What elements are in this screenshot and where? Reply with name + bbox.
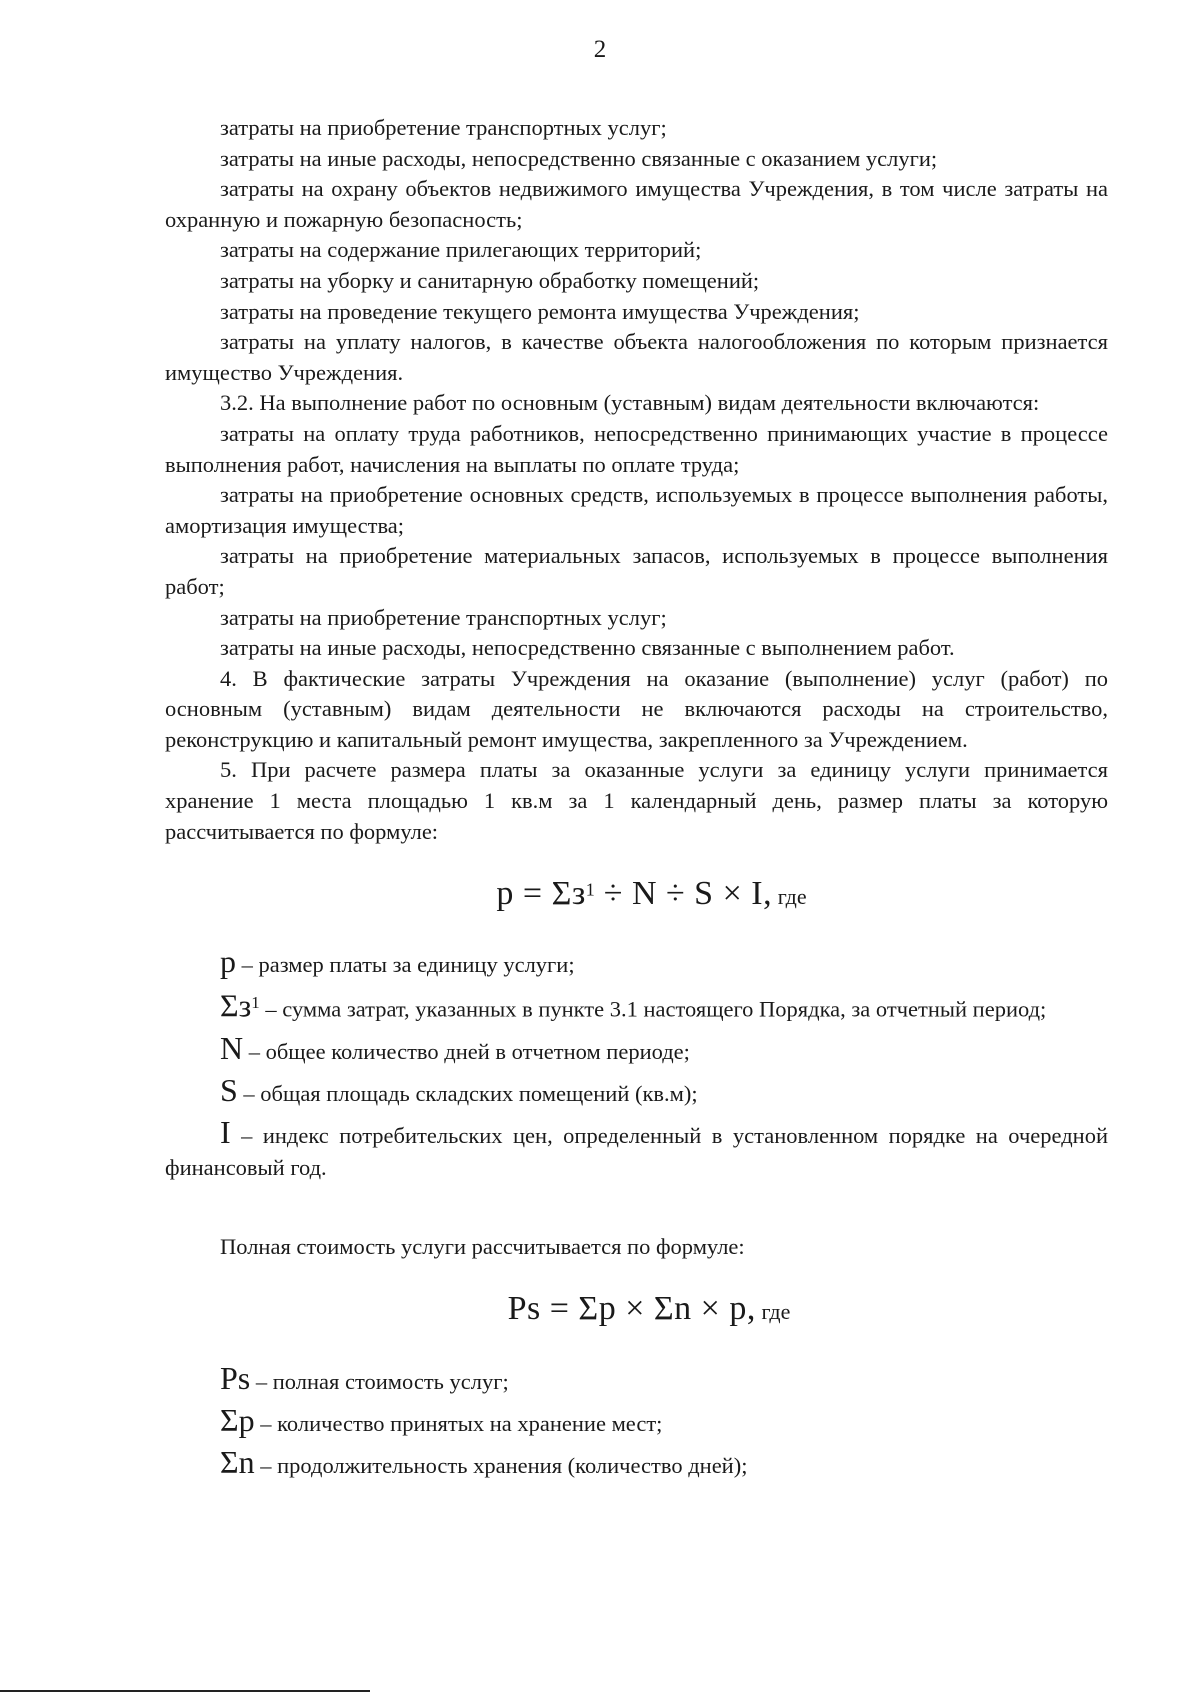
paragraph-4: 4. В фактические затраты Учреждения на оказание (выполнение) услуг (работ) по основным (уставным) видам деятельности не включаются расходы на строительство, реконструкцию и капитальный ремонт имущества, закрепленного за Учреждением.	[165, 665, 1108, 752]
formula-where: где	[777, 884, 807, 910]
definition-symbol: Σp	[220, 1402, 255, 1439]
paragraph: затраты на уборку и санитарную обработку помещений;	[220, 267, 760, 293]
definition-item	[165, 1446, 1108, 1482]
definition-text: – сумма затрат, указанных в пункте 3.1 настоящего Порядка, за отчетный период;	[259, 996, 1047, 1022]
paragraph: затраты на охрану объектов недвижимого имущества Учреждения, в том числе затраты на охранную и пожарную безопасность;	[165, 176, 1108, 232]
paragraph: затраты на приобретение транспортных услуг;	[220, 115, 667, 140]
formula-where: где	[761, 1299, 791, 1325]
definition-text: – общая площадь складских помещений (кв.м);	[237, 1080, 698, 1106]
definition-item	[165, 1113, 1108, 1184]
definition-symbol: S	[220, 1071, 238, 1108]
definition-text: – общее количество дней в отчетном периоде;	[243, 1038, 690, 1064]
definition-symbol: Ps	[220, 1360, 251, 1397]
paragraph: затраты на уплату налогов, в качестве объекта налогообложения по которым признается имущество Учреждения.	[165, 329, 1108, 385]
definition-text: – количество принятых на хранение мест;	[254, 1411, 663, 1437]
definition-sup: 1	[251, 993, 260, 1013]
total-cost-lead: Полная стоимость услуги рассчитывается по формуле:	[220, 1233, 745, 1259]
definition-text: – продолжительность хранения (количество дней);	[254, 1453, 748, 1479]
footer-rule	[0, 1690, 370, 1692]
definition-text: – полная стоимость услуг;	[250, 1369, 509, 1395]
formula-rhs: ÷ N ÷ S × I,	[594, 875, 773, 913]
formula-unit-price	[165, 875, 1108, 913]
spacer	[165, 1190, 1108, 1232]
page-number: 2	[593, 36, 607, 63]
formula-sup: 1	[585, 879, 595, 900]
paragraph: затраты на приобретение основных средств, используемых в процессе выполнения работы, амортизация имущества;	[165, 482, 1108, 538]
definition-symbol: N	[220, 1029, 244, 1066]
paragraph: затраты на приобретение материальных запасов, используемых в процессе выполнения работ;	[165, 543, 1108, 599]
definition-text: – индекс потребительских цен, определенный в установленном порядке на очередной финансовый год.	[165, 1122, 1108, 1180]
paragraph: затраты на иные расходы, непосредственно связанные с оказанием услуги;	[220, 145, 938, 171]
definition-symbol: Σn	[220, 1444, 255, 1481]
paragraph-5: 5. При расчете размера платы за оказанные услуги за единицу услуги принимается хранение 1 места площадью 1 кв.м за 1 календарный день, размер платы за которую рассчитывается по формуле:	[165, 757, 1108, 844]
definition-item	[165, 987, 1108, 1026]
formula-expression: Ps = Σp × Σn × p,	[507, 1290, 756, 1328]
formula-total-cost	[165, 1290, 1108, 1328]
paragraph: затраты на иные расходы, непосредственно связанные с выполнением работ.	[220, 635, 955, 661]
definition-symbol: I	[220, 1113, 231, 1150]
paragraph: затраты на содержание прилегающих территорий;	[220, 237, 702, 263]
definition-item	[165, 1071, 1108, 1110]
definition-item	[165, 945, 1108, 981]
definition-item	[165, 1404, 1108, 1440]
paragraph: затраты на приобретение транспортных услуг;	[220, 604, 667, 630]
definition-item	[165, 1362, 1108, 1398]
definition-item	[165, 1029, 1108, 1068]
definition-symbol: Σз	[220, 987, 252, 1024]
paragraph: затраты на оплату труда работников, непосредственно принимающих участие в процессе выполнения работ, начисления на выплаты по оплате труда;	[165, 420, 1108, 477]
document-body	[165, 113, 1108, 1488]
formula-lhs: p = Σз	[496, 875, 586, 913]
definition-text: – размер платы за единицу услуги;	[236, 952, 575, 978]
definition-symbol: p	[220, 943, 236, 980]
paragraph: затраты на проведение текущего ремонта имущества Учреждения;	[220, 298, 860, 324]
paragraph-3-2: 3.2. На выполнение работ по основным (уставным) видам деятельности включаются:	[220, 390, 1040, 416]
